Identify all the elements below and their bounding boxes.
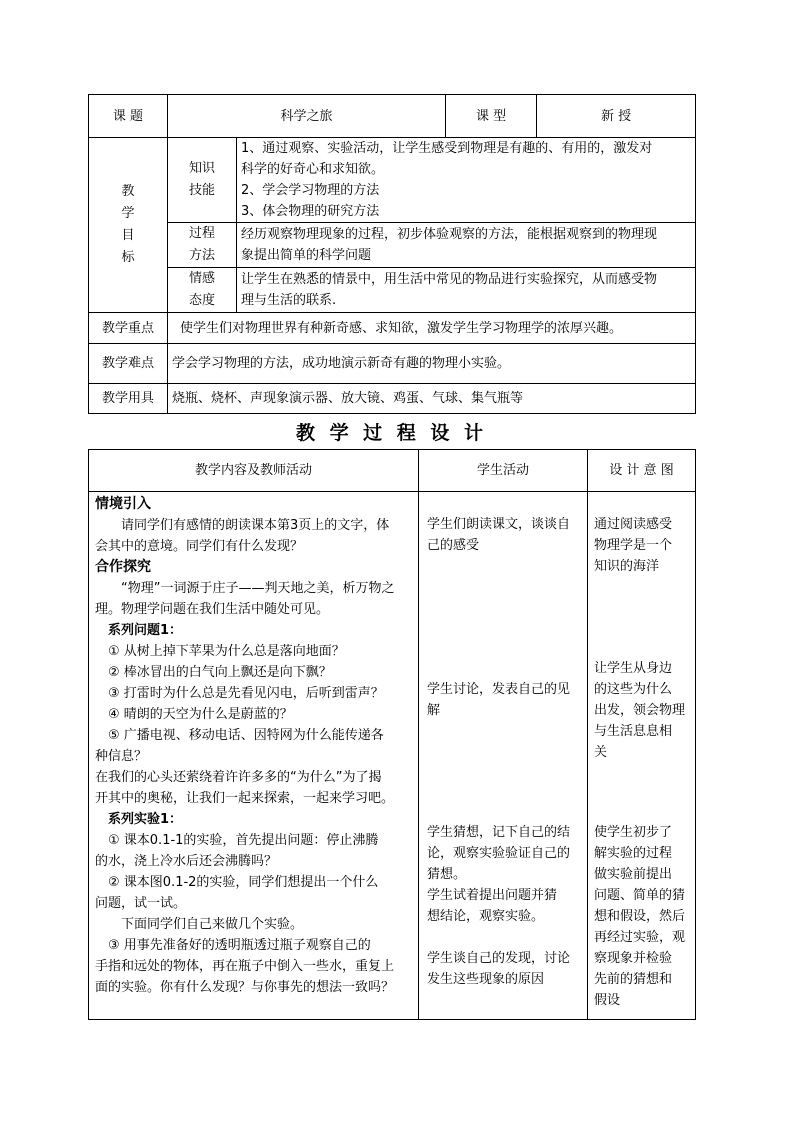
experiment-item: ① 课本0.1-1的实验，首先提出问题：停止沸腾 [95,833,379,848]
text-line: 问题，试一试。 [95,896,187,911]
experiment-item: ② 课本图0.1-2的实验，同学们想提出一个什么 [95,875,379,890]
goals-label: 教 学 目 标 [89,138,168,313]
tools-value: 烧瓶、烧杯、声现象演示器、放大镜、鸡蛋、气球、集气瓶等 [168,384,696,414]
focus-label: 教学重点 [89,313,168,344]
experiment-item: ③ 用事先准备好的透明瓶透过瓶子观察自己的 [95,938,371,953]
process-label: 过程 方法 [168,223,237,268]
tools-label: 教学用具 [89,384,168,414]
student-block: 学生谈自己的发现，讨论 发生这些现象的原因 [427,951,571,987]
heading-explore: 合作探究 [95,559,151,575]
course-label: 课 题 [89,95,168,138]
lesson-info-table [88,94,696,414]
section-title: 教 学 过 程 设 计 [295,422,488,444]
process-table [88,449,696,1020]
text-line: 面的实验。你有什么发现？与你事先的想法一致吗？ [95,980,395,995]
text-line: 会其中的意境。同学们有什么发现？ [95,539,304,554]
header-intent: 设 计 意 图 [588,450,696,492]
intent-block: 通过阅读感受 物理学是一个 知识的海洋 [594,517,673,574]
type-value: 新 授 [537,95,696,138]
process-content: 经历观察物理现象的过程，初步体验观察的方法，能根据观察到的物理现 象提出简单的科学问题 [237,223,696,268]
difficulty-label: 教学难点 [89,344,168,384]
knowledge-label: 知识 技能 [168,138,237,223]
text-line: “物理”一词源于庄子——判天地之美，析万物之 [95,581,395,596]
question-item: ② 棒冰冒出的白气向上飘还是向下飘？ [95,665,332,680]
question-item: ① 从树上掉下苹果为什么总是落向地面？ [95,644,345,659]
question-item: ③ 打雷时为什么总是先看见闪电，后听到雷声？ [95,686,384,701]
difficulty-value: 学会学习物理的方法，成功地演示新奇有趣的物理小实验。 [168,344,696,384]
question-item: ⑤ 广播电视、移动电话、因特网为什么能传递各 [95,728,384,743]
subheading-questions: 系列问题1： [95,623,183,638]
intent-cell [588,492,696,1020]
text-line: 种信息？ [95,749,148,764]
student-cell [419,492,588,1020]
course-value: 科学之旅 [168,95,446,138]
content-cell [89,492,419,1020]
text-line: 理。物理学问题在我们生活中随处可见。 [95,602,330,617]
student-block: 学生猜想，记下自己的结 论，观察实验验证自己的 猜想。 学生试着提出问题并猜 想结论，观察实验。 [427,825,571,924]
header-content: 教学内容及教师活动 [89,450,419,492]
heading-intro: 情境引入 [95,496,151,512]
intent-block: 使学生初步了 解实验的过程 做实验前提出 问题、简单的猜 想和假设，然后 再经过实验，观 察现象并检验 先前的猜想和 假设 [594,825,686,1008]
knowledge-content: 1、通过观察、实验活动，让学生感受到物理是有趣的、有用的，激发对 科学的好奇心和求知欲。 2、学会学习物理的方法 3、体会物理的研究方法 [237,138,696,223]
text-line: 的水，浇上冷水后还会沸腾吗？ [95,854,278,869]
text-line: 在我们的心头还萦绕着许许多多的“为什么”为了揭 [95,770,382,785]
text-line: 手指和远处的物体，再在瓶子中倒入一些水，重复上 [95,959,395,974]
header-student: 学生活动 [419,450,588,492]
question-item: ④ 晴朗的天空为什么是蔚蓝的？ [95,707,293,722]
text-line: 下面同学们自己来做几个实验。 [95,917,304,932]
student-block: 学生讨论，发表自己的见 解 [427,682,571,718]
student-block: 学生们朗读课文，谈谈自 己的感受 [427,517,571,553]
focus-value: 使学生们对物理世界有种新奇感、求知欲，激发学生学习物理学的浓厚兴趣。 [168,313,696,344]
text-line: 开其中的奥秘，让我们一起来探索，一起来学习吧。 [95,791,395,806]
emotion-content: 让学生在熟悉的情景中，用生活中常见的物品进行实验探究，从而感受物 理与生活的联系. [237,268,696,313]
emotion-label: 情感 态度 [168,268,237,313]
type-label: 课 型 [446,95,537,138]
text-line: 请同学们有感情的朗读课本第3页上的文字，体 [95,518,390,533]
intent-block: 让学生从身边 的这些为什么 出发，领会物理 与生活息息相 关 [594,661,686,760]
subheading-experiments: 系列实验1： [95,812,183,827]
